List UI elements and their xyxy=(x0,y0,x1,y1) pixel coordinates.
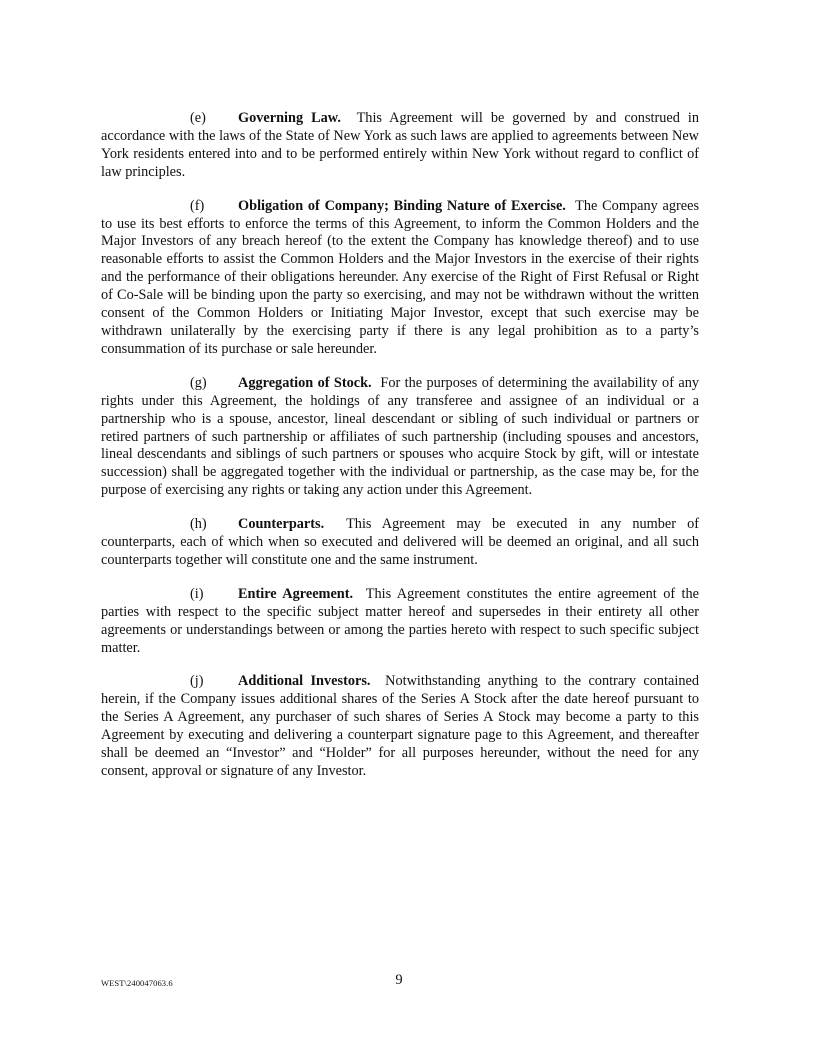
section-text: This Agreement will be governed by and construed in accordance with the laws of the State of New York as such laws are applied to agreements between New York residents entered into and to be performed entirely within New York without regard to conflict of law principles. xyxy=(101,110,699,180)
section-additional-investors xyxy=(101,673,699,780)
section-text: Notwithstanding anything to the contrary contained herein, if the Company issues additional shares of the Series A Stock after the date hereof pursuant to the Series A Agreement, any purchaser of such shares of Series A Stock may become a party to this Agreement by executing and delivering a counterpart signature page to this Agreement, and thereafter shall be deemed an “Investor” and “Holder” for all purposes hereunder, without the need for any consent, approval or signature of any Investor. xyxy=(101,673,699,779)
section-heading: Governing Law. xyxy=(238,110,341,126)
section-heading: Obligation of Company; Binding Nature of Exercise. xyxy=(238,197,566,214)
document-body xyxy=(101,110,699,797)
section-number: (j) xyxy=(190,673,204,690)
section-obligation-of-company xyxy=(101,198,699,359)
section-governing-law xyxy=(101,110,699,182)
section-heading: Additional Investors. xyxy=(238,673,371,690)
section-text: For the purposes of determining the availability of any rights under this Agreement, the holdings of any transferee and assignee of an individual or a partnership who is a spouse, ancestor, lineal descendant or sibling of such individual or partners or retired partners of such partnership or affiliates of such partnership (including spouses and ancestors, lineal descendants and siblings of such partners or spouses who acquire Stock by gift, will or intestate succession) shall be aggregated together with the individual or partnership, as the case may be, for the purpose of exercising any rights or taking any action under this Agreement. xyxy=(101,374,699,499)
section-entire-agreement xyxy=(101,586,699,658)
section-text: This Agreement constitutes the entire agreement of the parties with respect to the specific subject matter hereof and supersedes in their entirety all other agreements or understandings between or among the parties hereto with respect to such specific subject matter. xyxy=(101,585,700,656)
section-counterparts xyxy=(101,516,699,570)
section-number: (i) xyxy=(190,585,204,602)
section-heading: Counterparts. xyxy=(238,516,325,533)
section-text: This Agreement may be executed in any number of counterparts, each of which when so executed and delivered will be deemed an original, and all such counterparts together will constitute one and the same instrument. xyxy=(101,516,699,568)
section-number: (f) xyxy=(190,197,205,214)
section-number: (g) xyxy=(190,374,207,391)
page-number: 9 xyxy=(395,972,403,988)
section-heading: Entire Agreement. xyxy=(238,585,354,602)
section-heading: Aggregation of Stock. xyxy=(238,374,372,391)
section-aggregation-of-stock xyxy=(101,375,699,500)
section-number: (h) xyxy=(190,516,207,533)
document-reference: WEST\240047063.6 xyxy=(101,978,173,988)
section-text: The Company agrees to use its best efforts to enforce the terms of this Agreement, to inform the Common Holders and the Major Investors of any breach hereof (to the extent the Company has knowledge thereof) and to use reasonable efforts to assist the Common Holders and the Major Investors in the exercise of their rights and the performance of their obligations hereunder. Any exercise of the Right of First Refusal or Right of Co-Sale will be binding upon the party so exercising, and may not be withdrawn without the written consent of the Common Holders or Initiating Major Investor, except that such exercise may be withdrawn unilaterally by the exercising party if there is any legal prohibition as to a party’s consummation of its purchase or sale hereunder. xyxy=(101,197,700,357)
section-number: (e) xyxy=(190,110,206,126)
